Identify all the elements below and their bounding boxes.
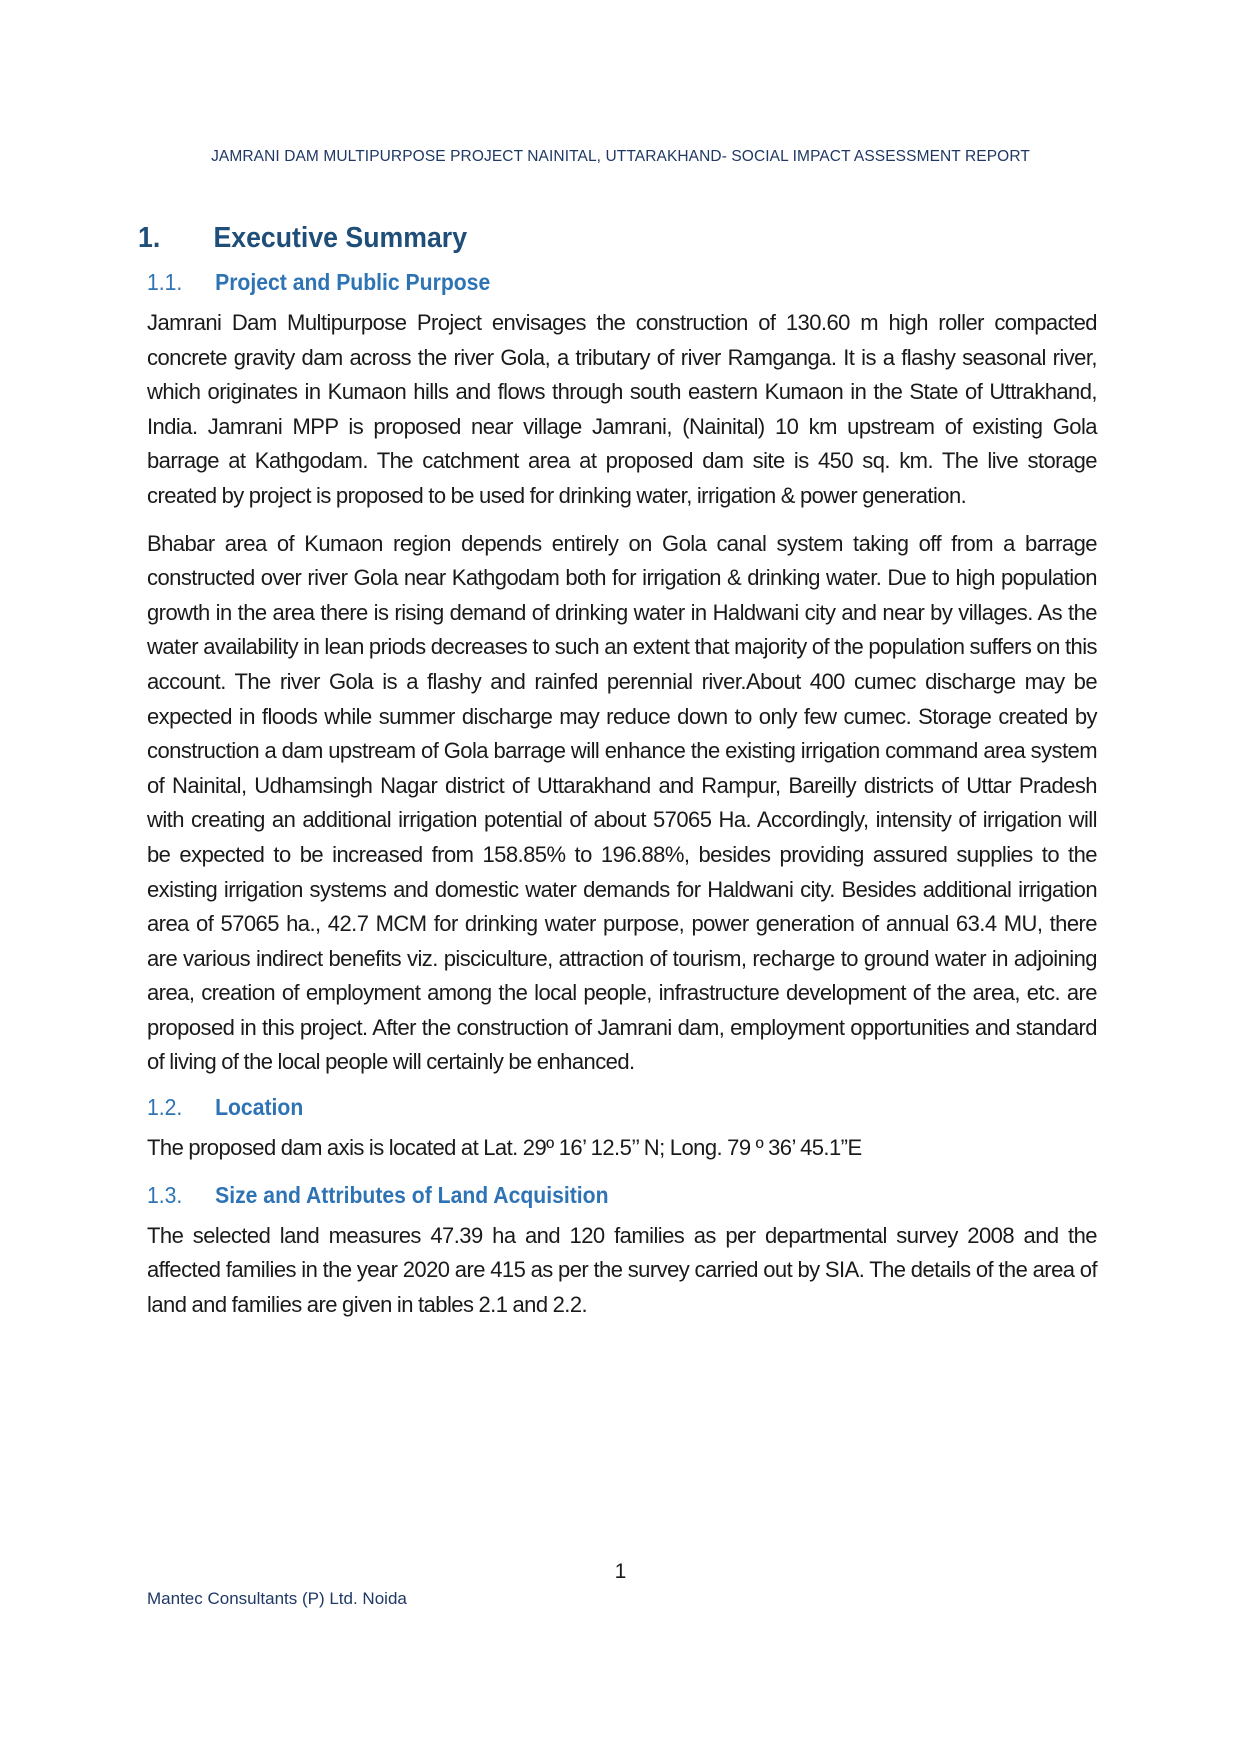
subsection-heading-location xyxy=(147,1094,1021,1121)
paragraph: The selected land measures 47.39 ha and 120 families as per departmental survey 2008 and the affected families in the year 2020 are 415 as per the survey carried out by SIA. The details of the area of land and families are given in tables 2.1 and 2.2. xyxy=(147,1222,1097,1317)
page-content xyxy=(138,222,1097,1335)
subsection-title: Size and Attributes of Land Acquisition xyxy=(215,1181,609,1208)
page-number: 1 xyxy=(614,1560,627,1583)
subsection-heading-project-purpose xyxy=(147,269,1021,296)
subsection-number: 1.2. xyxy=(147,1094,183,1121)
section-title: Executive Summary xyxy=(213,222,468,254)
paragraph: The proposed dam axis is located at Lat. 29º 16’ 12.5’’ N; Long. 79 º 36’ 45.1”E xyxy=(147,1135,862,1161)
footer-company: Mantec Consultants (P) Ltd. Noida xyxy=(147,1589,407,1608)
paragraph: Bhabar area of Kumaon region depends entirely on Gola canal system taking off from a barrage constructed over river Gola near Kathgodam both for irrigation & drinking water. Due to high population growth in the area there is rising demand of drinking water in Haldwani city and near by villages. As the water availability in lean priods decreases to such an extent that majority of the population suffers on this account. The river Gola is a flashy and rainfed perennial river.About 400 cumec discharge may be expected in floods while summer discharge may reduce down to only few cumec. Storage created by construction a dam upstream of Gola barrage will enhance the existing irrigation command area system of Nainital, Udhamsingh Nagar district of Uttarakhand and Rampur, Bareilly districts of Uttar Pradesh with creating an additional irrigation potential of about 57065 Ha. Accordingly, intensity of irrigation will be expected to be increased from 158.85% to 196.88%, besides providing assured supplies to the existing irrigation systems and domestic water demands for Haldwani city. Besides additional irrigation area of 57065 ha., 42.7 MCM for drinking water purpose, power generation of annual 63.4 MU, there are various indirect benefits viz. pisciculture, attraction of tourism, recharge to ground water in adjoining area, creation of employment among the local people, infrastructure development of the area, etc. are proposed in this project. After the construction of Jamrani dam, employment opportunities and standard of living of the local people will certainly be enhanced. xyxy=(147,530,1097,1075)
paragraph: Jamrani Dam Multipurpose Project envisages the construction of 130.60 m high roller compacted concrete gravity dam across the river Gola, a tributary of river Ramganga. It is a flashy seasonal river, which originates in Kumaon hills and flows through south eastern Kumaon in the State of Uttrakhand, India. Jamrani MPP is proposed near village Jamrani, (Nainital) 10 km upstream of existing Gola barrage at Kathgodam. The catchment area at proposed dam site is 450 sq. km. The live storage created by project is proposed to be used for drinking water, irrigation & power generation. xyxy=(147,310,1097,508)
subsection-title: Project and Public Purpose xyxy=(215,269,491,295)
subsection-number: 1.3. xyxy=(147,1181,183,1208)
section-number: 1. xyxy=(138,222,161,254)
subsection-heading-land-acquisition xyxy=(147,1182,1021,1209)
running-header: JAMRANI DAM MULTIPURPOSE PROJECT NAINITAL, UTTARAKHAND- SOCIAL IMPACT ASSESSMENT REPORT xyxy=(211,148,1030,165)
subsection-number: 1.1. xyxy=(147,269,183,295)
section-heading xyxy=(138,222,1020,255)
subsection-title: Location xyxy=(215,1094,304,1121)
